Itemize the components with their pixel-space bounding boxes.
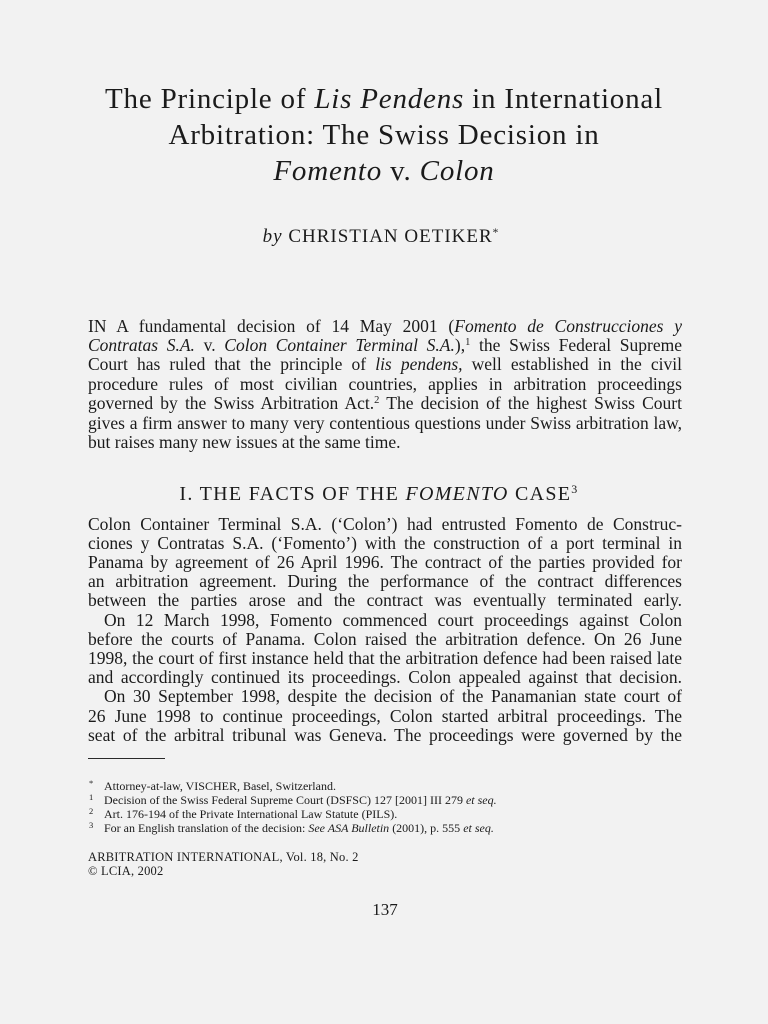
- text-line: [88, 355, 682, 374]
- footnote-reference: *: [492, 226, 500, 239]
- text-line: [88, 726, 682, 745]
- copyright-notice: © LCIA, 2002: [88, 864, 164, 878]
- text-run: governed by the Swiss Arbitration Act.: [88, 393, 375, 414]
- paragraph: [88, 515, 682, 611]
- paragraph: [88, 317, 682, 453]
- text-run: an arbitration agreement. During the performance of the contract differences: [88, 571, 682, 592]
- italic-text: et seq.: [463, 821, 494, 835]
- footnote-separator: [88, 758, 165, 759]
- text-run: Art. 176-194 of the Private International Law Statute (PILS).: [104, 807, 398, 821]
- text-run: Colon Container Terminal S.A. (‘Colon’) had entrusted Fomento de Construc-: [88, 513, 682, 534]
- text-run: Arbitration: The Swiss Decision in: [168, 119, 600, 151]
- text-run: v.: [382, 155, 420, 187]
- text-run: Attorney-at-law, VISCHER, Basel, Switzerland.: [104, 779, 336, 793]
- text-run: (2001), p. 555: [389, 821, 464, 835]
- paragraph: [88, 687, 682, 745]
- text-run: the Swiss Federal Supreme: [470, 334, 682, 355]
- text-run: The Principle of: [105, 83, 315, 115]
- text-run: in International: [464, 83, 663, 115]
- journal-citation: ARBITRATION INTERNATIONAL, Vol. 18, No. 2: [88, 850, 359, 864]
- text-line: [88, 572, 682, 591]
- introduction-text: [88, 317, 682, 453]
- italic-text: Colon Container Terminal S.A.: [224, 334, 455, 355]
- text-run: Court has ruled that the principle of: [88, 354, 376, 375]
- italic-text: Lis Pendens: [314, 83, 465, 115]
- text-run: v.: [194, 334, 225, 355]
- footnote-marker: 3: [89, 820, 94, 830]
- footnote-text: [104, 807, 397, 821]
- italic-text: Fomento: [273, 155, 383, 187]
- text-run: I. THE FACTS OF THE: [179, 483, 406, 505]
- text-run: For an English translation of the decision:: [104, 821, 309, 835]
- text-line: [88, 336, 682, 355]
- text-run: and accordingly continued its proceedings. Colon appealed against that decision.: [88, 667, 682, 688]
- text-line: [88, 553, 682, 572]
- text-run: On 12 March 1998, Fomento commenced court proceedings against Colon: [104, 609, 682, 630]
- footnote: [88, 779, 682, 793]
- footnote-text: [104, 793, 497, 807]
- text-run: but raises many new issues at the same time.: [88, 431, 401, 452]
- text-run: The decision of the highest Swiss Court: [379, 393, 682, 414]
- text-run: ciones y Contratas S.A. (‘Fomento’) with the construction of a port terminal in: [88, 532, 682, 553]
- italic-text: FOMENTO: [405, 483, 509, 505]
- text-run: CHRISTIAN OETIKER: [282, 226, 493, 247]
- article-title: [0, 81, 768, 189]
- text-line: [88, 394, 682, 413]
- text-line: [88, 534, 682, 553]
- italic-text: et seq.: [465, 793, 497, 807]
- text-run: ),: [454, 334, 466, 355]
- footnote: [88, 821, 682, 835]
- text-line: [88, 375, 682, 394]
- footnote-marker: 2: [89, 806, 94, 816]
- text-line: [88, 630, 682, 649]
- paragraph: [88, 611, 682, 688]
- footnote: [88, 793, 682, 807]
- text-run: On 30 September 1998, despite the decision of the Panamanian state court of: [104, 686, 682, 707]
- text-line: [88, 414, 682, 433]
- text-run: procedure rules of most civilian countries, applies in arbitration proceedings: [88, 373, 682, 394]
- text-run: 1998, the court of first instance held that the arbitration defence had been raised late: [88, 647, 682, 668]
- author-byline: [0, 226, 762, 248]
- text-line: [88, 433, 682, 452]
- text-run: Panama by agreement of 26 April 1996. The contract of the parties provided for: [88, 551, 682, 572]
- footnote-reference: 2: [374, 395, 380, 407]
- section-heading: [0, 482, 758, 506]
- text-run: 26 June 1998 to continue proceedings, Colon started arbitral proceedings. The: [88, 705, 682, 726]
- text-run: well established in the civil: [462, 354, 683, 375]
- italic-text: Contratas S.A.: [88, 334, 195, 355]
- text-line: [88, 515, 682, 534]
- text-line: [104, 611, 682, 630]
- page-number: 137: [372, 900, 398, 919]
- text-run: IN A fundamental decision of 14 May 2001 (: [88, 315, 455, 336]
- title-line: [0, 153, 768, 189]
- text-line: [88, 649, 682, 668]
- footnote-marker: *: [89, 778, 94, 788]
- title-line: [0, 81, 768, 117]
- text-line: [88, 317, 682, 336]
- text-run: before the courts of Panama. Colon raised the arbitration defence. On 26 June: [88, 628, 682, 649]
- italic-text: Fomento de Construcciones y: [454, 315, 682, 336]
- text-run: Decision of the Swiss Federal Supreme Court (DSFSC) 127 [2001] III 279: [104, 793, 466, 807]
- journal-info: [88, 850, 359, 878]
- italic-text: See ASA Bulletin: [308, 821, 390, 835]
- section-body: [88, 515, 682, 745]
- footnote: [88, 807, 682, 821]
- italic-text: Colon: [419, 155, 495, 187]
- footnotes: [88, 779, 682, 835]
- text-line: [88, 707, 682, 726]
- text-line: [88, 591, 682, 610]
- italic-text: by: [262, 226, 283, 247]
- footnote-marker: 1: [89, 792, 94, 802]
- title-line: [0, 117, 768, 153]
- italic-text: lis pendens,: [375, 354, 463, 375]
- text-run: between the parties arose and the contract was eventually terminated early.: [88, 590, 682, 611]
- text-run: CASE: [508, 483, 572, 505]
- text-line: [88, 668, 682, 687]
- footnote-reference: 3: [571, 482, 579, 497]
- footnote-text: [104, 821, 494, 835]
- footnote-reference: 1: [465, 337, 471, 349]
- footnote-text: [104, 779, 336, 793]
- text-line: [104, 687, 682, 706]
- text-run: gives a firm answer to many very contentious questions under Swiss arbitration law,: [88, 412, 682, 433]
- text-run: seat of the arbitral tribunal was Geneva. The proceedings were governed by the: [88, 724, 682, 745]
